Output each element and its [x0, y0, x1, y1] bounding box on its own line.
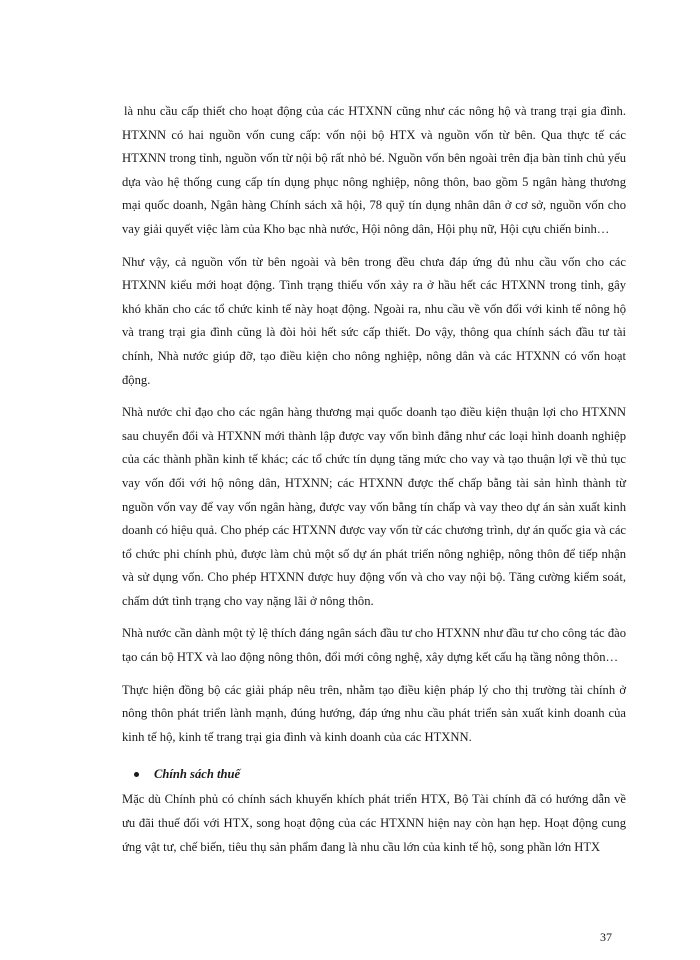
section-heading-text: Chính sách thuế — [154, 767, 241, 782]
paragraph: Nhà nước cần dành một tỷ lệ thích đáng ngân sách đầu tư cho HTXNN như đầu tư cho công tác đào tạo cán bộ HTX và lao động nông thôn, đổi mới công nghệ, xây dựng kết cấu hạ tầng nông thôn… — [122, 626, 626, 665]
paragraph: Như vậy, cả nguồn vốn từ bên ngoài và bên trong đều chưa đáp ứng đủ nhu cầu vốn cho các HTXNN kiểu mới hoạt động. Tình trạng thiếu vốn xảy ra ở hầu hết các HTXNN trong tỉnh, gây khó khăn cho các tổ chức kinh tế này hoạt động. Ngoài ra, nhu cầu về vốn đối với kinh tế nông hộ và trang trại gia đình cũng là đòi hỏi hết sức cấp thiết. Do vậy, thông qua chính sách đầu tư tài chính, Nhà nước giúp đỡ, tạo điều kiện cho nông nghiệp, nông dân và các HTXNN có vốn hoạt động. — [122, 254, 626, 387]
bullet-icon — [134, 772, 139, 777]
paragraph: là nhu cầu cấp thiết cho hoạt động của các HTXNN cũng như các nông hộ và trang trại gia đình. HTXNN có hai nguồn vốn cung cấp: vốn nội bộ HTX và nguồn vốn từ bên. Qua thực tế các HTXNN trong tỉnh, nguồn vốn từ nội bộ rất nhỏ bé. Nguồn vốn bên ngoài trên địa bàn tỉnh chủ yếu dựa vào hệ thống cung cấp tín dụng phục nông nghiệp, nông thôn, bao gồm 5 ngân hàng thương mại quốc doanh, Ngân hàng Chính sách xã hội, 78 quỹ tín dụng nhân dân ở cơ sở, nguồn vốn cho vay giải quyết việc làm của Kho bạc nhà nước, Hội nông dân, Hội phụ nữ, Hội cựu chiến binh… — [122, 104, 626, 236]
section-heading — [122, 763, 626, 786]
document-body — [122, 100, 626, 868]
section-paragraph: Mặc dù Chính phủ có chính sách khuyến khích phát triển HTX, Bộ Tài chính đã có hướng dẫn về ưu đãi thuế đối với HTX, song hoạt động của các HTXNN hiện nay còn hạn hẹp. Hoạt động cung ứng vật tư, chế biến, tiêu thụ sản phẩm đang là nhu cầu lớn của kinh tế hộ, song phần lớn HTX — [122, 792, 626, 854]
paragraph: Nhà nước chỉ đạo cho các ngân hàng thương mại quốc doanh tạo điều kiện thuận lợi cho HTXNN sau chuyển đổi và HTXNN mới thành lập được vay vốn bình đẳng như các loại hình doanh nghiệp của các thành phần kinh tế khác; các tổ chức tín dụng tăng mức cho vay và tạo thuận lợi về thủ tục vay vốn đối với hộ nông dân, HTXNN; các HTXNN được thế chấp bằng tài sản hình thành từ nguồn vốn vay để vay vốn ngân hàng, được vay vốn bằng tín chấp và vay theo dự án sản xuất kinh doanh có hiệu quả. Cho phép các HTXNN được vay vốn từ các chương trình, dự án quốc gia và các tổ chức phi chính phủ, được làm chủ một số dự án phát triển nông nghiệp, nông thôn để tiếp nhận và sử dụng vốn. Cho phép HTXNN được huy động vốn và cho vay nội bộ. Tăng cường kiểm soát, chấm dứt tình trạng cho vay nặng lãi ở nông thôn. — [122, 405, 626, 608]
paragraph: Thực hiện đồng bộ các giải pháp nêu trên, nhằm tạo điều kiện pháp lý cho thị trường tài chính ở nông thôn phát triển lành mạnh, đúng hướng, đáp ứng nhu cầu phát triển sản xuất kinh doanh của kinh tế hộ, kinh tế trang trại gia đình và kinh doanh của các HTXNN. — [122, 682, 626, 744]
page-number: 37 — [600, 930, 612, 944]
